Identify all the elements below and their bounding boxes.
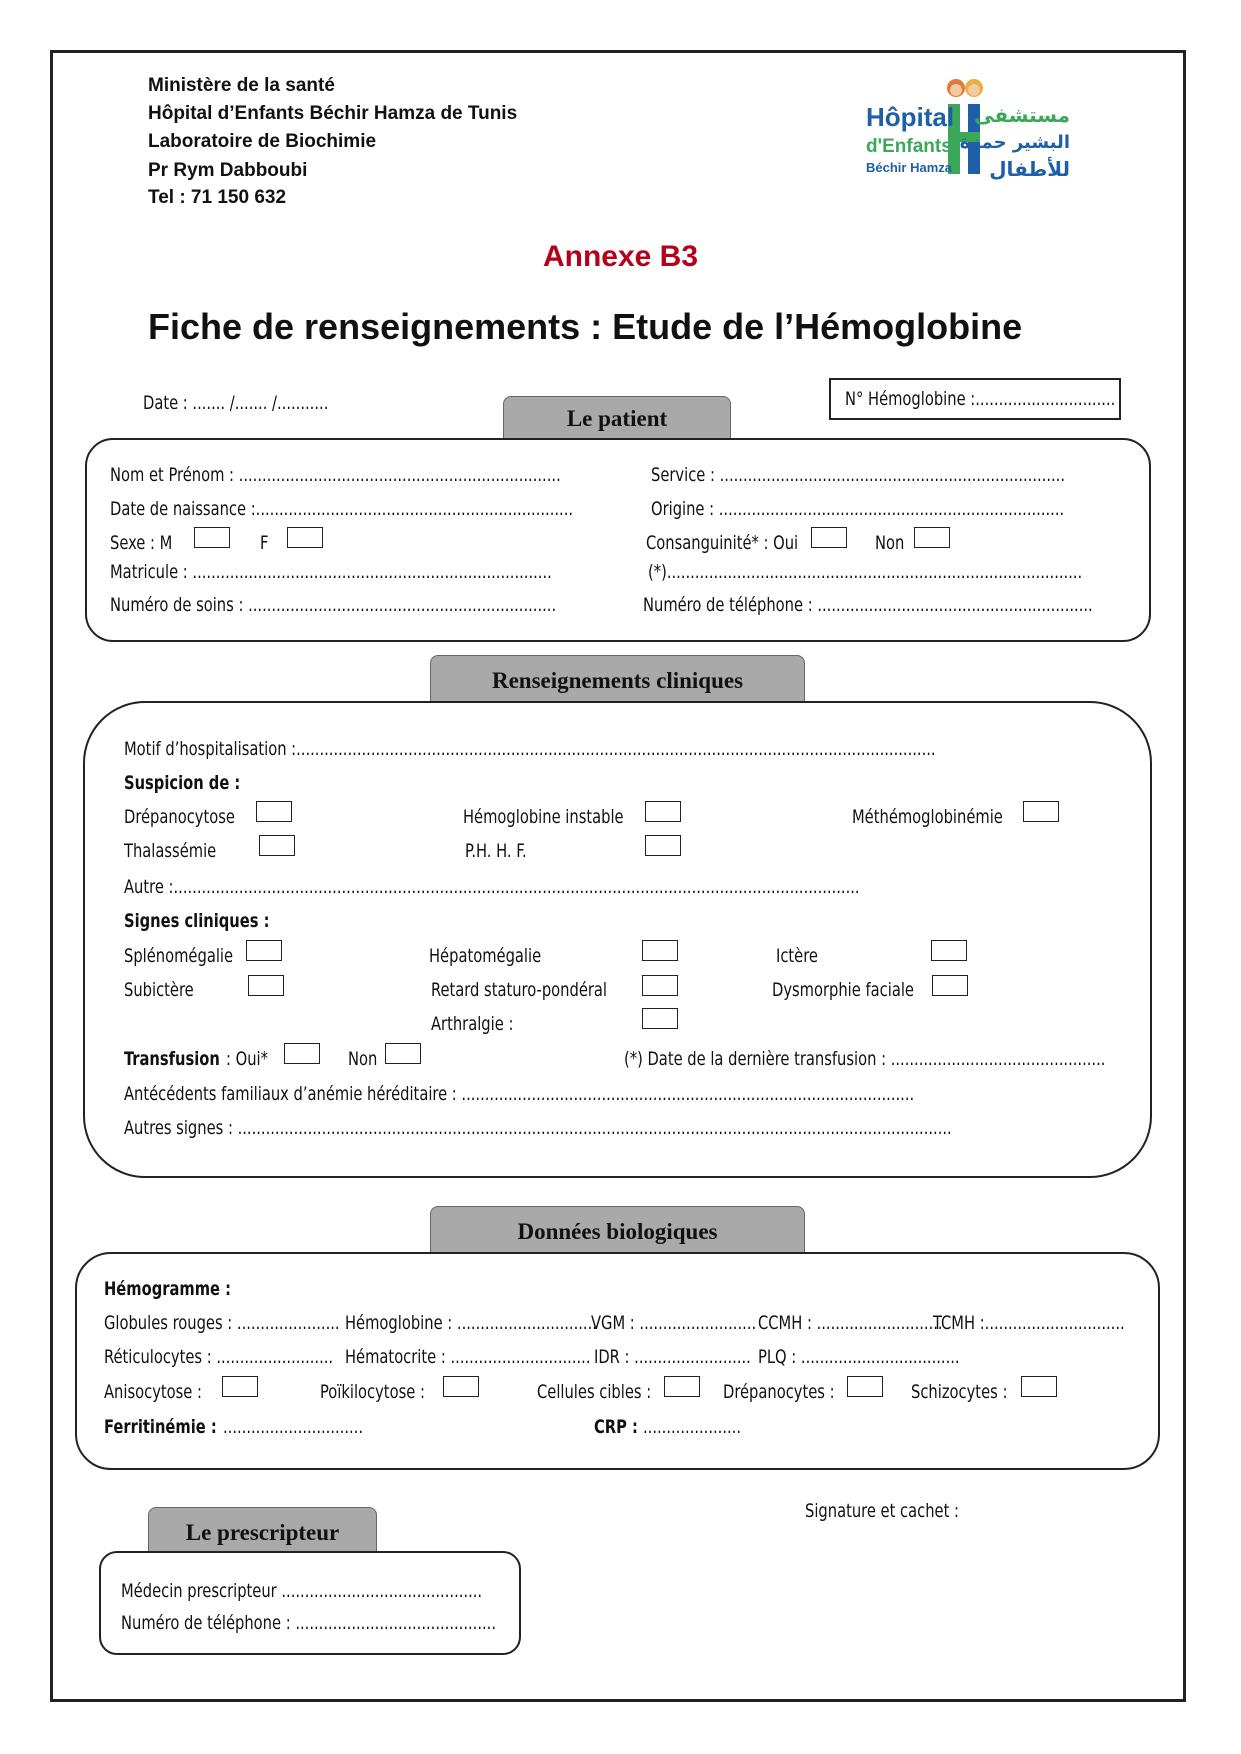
prescriber-phone-field[interactable]: Numéro de téléphone : ........................................... [121, 1612, 497, 1634]
clinical-panel [83, 701, 1152, 1178]
name-field[interactable]: Nom et Prénom : ..................................................................... [110, 464, 561, 486]
poikilocytose-checkbox[interactable] [443, 1376, 479, 1397]
phhf-checkbox[interactable] [645, 835, 681, 856]
dysmorphie-label: Dysmorphie faciale [772, 979, 914, 1001]
medecin-field[interactable]: Médecin prescripteur ........................................... [121, 1580, 483, 1602]
drepanocytose-checkbox[interactable] [256, 801, 292, 822]
ferritinemie-label: Ferritinémie : [104, 1416, 217, 1438]
service-field[interactable]: Service : .......................................................................... [651, 464, 1066, 486]
transfusion-no-checkbox[interactable] [385, 1043, 421, 1064]
transfusion-no-label: Non [348, 1048, 378, 1070]
ferritinemie-field[interactable]: .............................. [223, 1416, 364, 1438]
logo-fr-line1: Hôpital [866, 102, 955, 132]
drepanocytose-label: Drépanocytose [124, 806, 235, 828]
hb-number-box[interactable] [829, 378, 1121, 420]
ictere-checkbox[interactable] [931, 940, 967, 961]
thalassemie-label: Thalassémie [124, 840, 217, 862]
methemo-checkbox[interactable] [1023, 801, 1059, 822]
consanguinity-no-label: Non [875, 532, 905, 554]
crp-field[interactable]: ..................... [643, 1416, 742, 1438]
sex-m-checkbox[interactable] [194, 527, 230, 548]
consanguinity-yes-checkbox[interactable] [811, 527, 847, 548]
hemogramme-heading: Hémogramme : [104, 1278, 231, 1300]
splenomegalie-checkbox[interactable] [246, 940, 282, 961]
arthralgie-checkbox[interactable] [642, 1008, 678, 1029]
header-ministry: Ministère de la santé [148, 75, 335, 96]
sex-label: Sexe : M [110, 532, 173, 554]
signes-heading: Signes cliniques : [124, 910, 270, 932]
arthralgie-label: Arthralgie : [431, 1013, 514, 1035]
annexe-label: Annexe B3 [542, 240, 699, 273]
tab-clinique: Renseignements cliniques [430, 655, 805, 701]
sex-f-checkbox[interactable] [287, 527, 323, 548]
sex-f-label: F [260, 532, 269, 554]
subictere-label: Subictère [124, 979, 194, 1001]
tab-prescripteur: Le prescripteur [148, 1507, 377, 1552]
tab-patient: Le patient [503, 396, 731, 438]
anisocytose-label: Anisocytose : [104, 1381, 202, 1403]
hb-instable-label: Hémoglobine instable [463, 806, 624, 828]
cellules-cibles-checkbox[interactable] [664, 1376, 700, 1397]
methemo-label: Méthémoglobinémie [852, 806, 1003, 828]
plq-field[interactable]: PLQ : .................................. [758, 1346, 960, 1368]
hb-number-label: N° Hémoglobine :.............................. [845, 388, 1116, 410]
logo-fr-line2: d'Enfants [866, 136, 952, 157]
patient-phone-field[interactable]: Numéro de téléphone : ........................................................... [643, 594, 1093, 616]
subictere-checkbox[interactable] [248, 975, 284, 996]
idr-field[interactable]: IDR : ......................... [594, 1346, 751, 1368]
consanguinity-detail-field[interactable]: (*)......................................................................................... [648, 561, 1083, 583]
phhf-label: P.H. H. F. [465, 840, 527, 862]
dysmorphie-checkbox[interactable] [932, 975, 968, 996]
transfusion-label: Transfusion [124, 1048, 220, 1070]
last-transfusion-field[interactable]: (*) Date de la dernière transfusion : .............................................. [624, 1048, 1106, 1070]
hepatomegalie-checkbox[interactable] [642, 940, 678, 961]
birthdate-field[interactable]: Date de naissance :.................................................................... [110, 498, 574, 520]
hematocrite-field[interactable]: Hématocrite : .............................. [345, 1346, 591, 1368]
consanguinity-label: Consanguinité* : Oui [646, 532, 799, 554]
drepanocytes-label: Drépanocytes : [723, 1381, 835, 1403]
hospital-logo [864, 76, 1074, 196]
transfusion-yes-label: : Oui* [226, 1048, 268, 1070]
header-hospital: Hôpital d’Enfants Béchir Hamza de Tunis [148, 103, 518, 124]
schizocytes-label: Schizocytes : [911, 1381, 1008, 1403]
autres-signes-field[interactable]: Autres signes : ......................................................................................................................................................... [124, 1117, 952, 1139]
poikilocytose-label: Poïkilocytose : [320, 1381, 425, 1403]
date-field[interactable]: Date : ....... /....... /........... [143, 392, 329, 414]
retard-checkbox[interactable] [642, 975, 678, 996]
header-phone: Tel : 71 150 632 [148, 187, 287, 208]
hepatomegalie-label: Hépatomégalie [429, 945, 542, 967]
origin-field[interactable]: Origine : .......................................................................... [651, 498, 1065, 520]
antecedents-field[interactable]: Antécédents familiaux d’anémie héréditaire : ................................................................................................. [124, 1083, 915, 1105]
anisocytose-checkbox[interactable] [222, 1376, 258, 1397]
globules-field[interactable]: Globules rouges : ...................... [104, 1312, 340, 1334]
soins-number-field[interactable]: Numéro de soins : .................................................................. [110, 594, 557, 616]
hb-instable-checkbox[interactable] [645, 801, 681, 822]
page-title: Fiche de renseignements : Etude de l’Hémoglobine [148, 306, 1023, 347]
header-professor: Pr Rym Dabboubi [148, 160, 308, 181]
cellules-cibles-label: Cellules cibles : [537, 1381, 652, 1403]
header-lab: Laboratoire de Biochimie [148, 131, 377, 152]
retard-label: Retard staturo-pondéral [431, 979, 608, 1001]
matricule-field[interactable]: Matricule : ............................................................................. [110, 561, 552, 583]
reticulocytes-field[interactable]: Réticulocytes : ......................... [104, 1346, 334, 1368]
logo-ar-line2: البشير حمزة [959, 132, 1070, 153]
ictere-label: Ictère [776, 945, 818, 967]
tab-biologie: Données biologiques [430, 1206, 805, 1252]
consanguinity-no-checkbox[interactable] [914, 527, 950, 548]
drepanocytes-checkbox[interactable] [847, 1376, 883, 1397]
motif-field[interactable]: Motif d’hospitalisation :......................................................................................................................................... [124, 738, 936, 760]
signature-label[interactable]: Signature et cachet : [805, 1500, 959, 1522]
thalassemie-checkbox[interactable] [259, 835, 295, 856]
ccmh-field[interactable]: CCMH : ........................... [758, 1312, 943, 1334]
hemoglobine-field[interactable]: Hémoglobine : .............................. [345, 1312, 597, 1334]
suspicion-heading: Suspicion de : [124, 772, 241, 794]
vgm-field[interactable]: VGM : ......................... [591, 1312, 757, 1334]
splenomegalie-label: Splénomégalie [124, 945, 234, 967]
tcmh-field[interactable]: TCMH :.............................. [933, 1312, 1125, 1334]
autre-field[interactable]: Autre :................................................................................................................................................... [124, 876, 860, 898]
prescriber-panel [99, 1551, 521, 1655]
logo-ar-line3: للأطفال [989, 157, 1070, 181]
crp-label: CRP : [594, 1416, 638, 1438]
logo-ar-line1: مستشفى [974, 103, 1070, 127]
transfusion-yes-checkbox[interactable] [284, 1043, 320, 1064]
logo-fr-line3: Béchir Hamza [866, 160, 952, 175]
schizocytes-checkbox[interactable] [1021, 1376, 1057, 1397]
